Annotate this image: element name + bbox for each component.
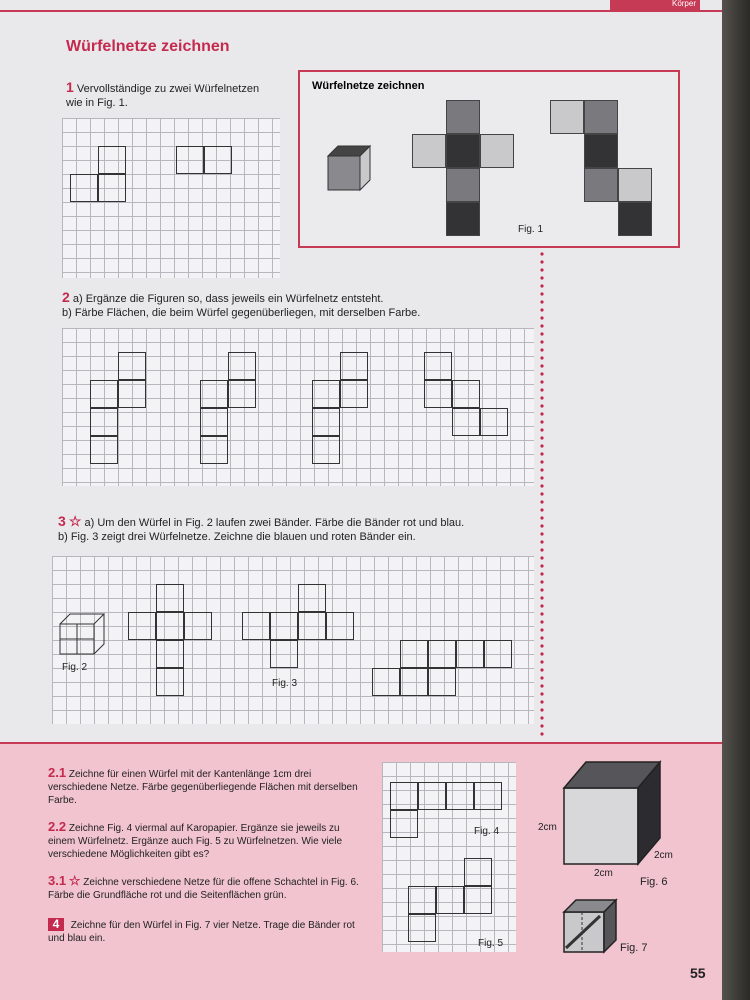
fig1-box	[298, 70, 680, 248]
net-face	[584, 134, 618, 168]
net-square	[270, 612, 298, 640]
net-square	[270, 640, 298, 668]
fig2-label: Fig. 2	[62, 662, 88, 673]
net-square	[400, 640, 428, 668]
task-3-b: b) Fig. 3 zeigt drei Würfelnetze. Zeichne die blauen und roten Bänder ein.	[58, 531, 416, 543]
fig4-label: Fig. 4	[474, 826, 500, 837]
fig4-fig5-grid	[382, 762, 516, 952]
net-square	[184, 612, 212, 640]
net-square	[98, 146, 126, 174]
net-square	[90, 436, 118, 464]
net-square	[70, 174, 98, 202]
exercise-text: Zeichne für den Würfel in Fig. 7 vier Netze. Trage die Bänder rot und blau ein.	[48, 920, 355, 944]
fig6-depth: 2cm	[654, 850, 673, 861]
net-square	[408, 886, 436, 914]
fig6-width: 2cm	[594, 868, 613, 879]
task-1-line2: wie in Fig. 1.	[66, 97, 128, 109]
net-square	[90, 380, 118, 408]
exercise-3-1	[48, 874, 368, 902]
net-square	[436, 886, 464, 914]
exercise-number: 4	[48, 918, 64, 931]
net-square	[464, 886, 492, 914]
net-face	[480, 134, 514, 168]
net-square	[456, 640, 484, 668]
exercise-number: 3.1	[48, 873, 67, 888]
net-square	[90, 408, 118, 436]
exercise-number: 2.1	[48, 765, 67, 780]
fig1-label: Fig. 1	[518, 224, 544, 235]
net-square	[446, 782, 474, 810]
net-square	[298, 612, 326, 640]
task-1-grid	[62, 118, 280, 278]
task-3-a: a) Um den Würfel in Fig. 2 laufen zwei Bänder. Färbe die Bänder rot und blau.	[84, 517, 465, 529]
net-square	[452, 408, 480, 436]
net-face	[446, 100, 480, 134]
net-square	[340, 380, 368, 408]
net-square	[156, 612, 184, 640]
task-1-number: 1	[66, 79, 74, 95]
task-3	[58, 514, 534, 544]
net-square	[200, 380, 228, 408]
net-square	[228, 380, 256, 408]
net-face	[584, 100, 618, 134]
exercise-4	[48, 918, 368, 945]
open-box-icon	[556, 756, 666, 866]
cube-icon	[326, 142, 378, 194]
star-icon: ☆	[68, 513, 82, 529]
top-rule	[0, 10, 722, 12]
net-face	[550, 100, 584, 134]
net-square	[418, 782, 446, 810]
task-2-a: a) Ergänze die Figuren so, dass jeweils ein Würfelnetz entsteht.	[72, 293, 384, 305]
fig3-label: Fig. 3	[272, 678, 298, 689]
net-square	[452, 380, 480, 408]
chapter-tab: Körper	[610, 0, 700, 10]
fig6-height: 2cm	[538, 822, 557, 833]
net-square	[128, 612, 156, 640]
net-square	[200, 408, 228, 436]
net-square	[228, 352, 256, 380]
fig7-label: Fig. 7	[620, 942, 648, 954]
net-square	[176, 146, 204, 174]
net-square	[312, 408, 340, 436]
net-face	[446, 202, 480, 236]
net-square	[390, 810, 418, 838]
task-3-grid	[52, 556, 534, 724]
net-square	[156, 640, 184, 668]
net-square	[400, 668, 428, 696]
net-square	[156, 668, 184, 696]
task-3-number: 3	[58, 513, 66, 529]
net-square	[340, 352, 368, 380]
cube-with-bands-icon	[58, 612, 106, 656]
net-square	[242, 612, 270, 640]
net-face	[584, 168, 618, 202]
net-square	[428, 668, 456, 696]
task-1-line1: Vervollständige zu zwei Würfelnetzen	[76, 83, 260, 95]
page-title: Würfelnetze zeichnen	[66, 38, 230, 55]
net-square	[474, 782, 502, 810]
net-square	[464, 858, 492, 886]
exercise-text: Zeichne für einen Würfel mit der Kantenlänge 1cm drei verschiedene Netze. Färbe gegenüberliegende Flächen mit derselben Farbe.	[48, 769, 358, 806]
net-square	[390, 782, 418, 810]
task-1	[66, 80, 296, 110]
net-square	[424, 352, 452, 380]
exercise-2-2	[48, 820, 368, 861]
page-number: 55	[690, 965, 706, 981]
net-face	[618, 168, 652, 202]
fig1-title: Würfelnetze zeichnen	[312, 80, 425, 92]
net-square	[428, 640, 456, 668]
net-square	[424, 380, 452, 408]
exercise-text: Zeichne Fig. 4 viermal auf Karopapier. Ergänze sie jeweils zu einem Würfelnetz. Ergänze auch Fig. 5 zu Würfelnetzen. Wie viele verschiedene Möglichkeiten gibt es?	[48, 823, 343, 860]
task-2	[62, 290, 532, 320]
net-square	[312, 380, 340, 408]
net-square	[326, 612, 354, 640]
net-square	[156, 584, 184, 612]
cube-with-bands-icon	[560, 896, 618, 954]
net-square	[408, 914, 436, 942]
net-square	[204, 146, 232, 174]
exercise-number: 2.2	[48, 819, 67, 834]
net-face	[446, 168, 480, 202]
net-square	[98, 174, 126, 202]
task-2-b: b) Färbe Flächen, die beim Würfel gegenüberliegen, mit derselben Farbe.	[62, 307, 421, 319]
net-square	[480, 408, 508, 436]
dotted-divider	[540, 250, 544, 740]
net-face	[618, 202, 652, 236]
star-icon: ☆	[68, 873, 81, 888]
task-2-number: 2	[62, 289, 70, 305]
exercise-2-1	[48, 766, 368, 807]
fig6-label: Fig. 6	[640, 876, 668, 888]
net-square	[118, 380, 146, 408]
net-face	[412, 134, 446, 168]
net-square	[118, 352, 146, 380]
fig5-label: Fig. 5	[478, 938, 504, 949]
net-face	[446, 134, 480, 168]
task-2-grid	[62, 328, 534, 486]
band-rule	[0, 742, 722, 744]
page-edge-shadow	[722, 0, 750, 1000]
net-square	[312, 436, 340, 464]
net-square	[372, 668, 400, 696]
net-square	[200, 436, 228, 464]
net-square	[484, 640, 512, 668]
exercise-text: Zeichne verschiedene Netze für die offene Schachtel in Fig. 6. Färbe die Grundfläche rot und die Seitenflächen grün.	[48, 877, 359, 901]
net-square	[298, 584, 326, 612]
